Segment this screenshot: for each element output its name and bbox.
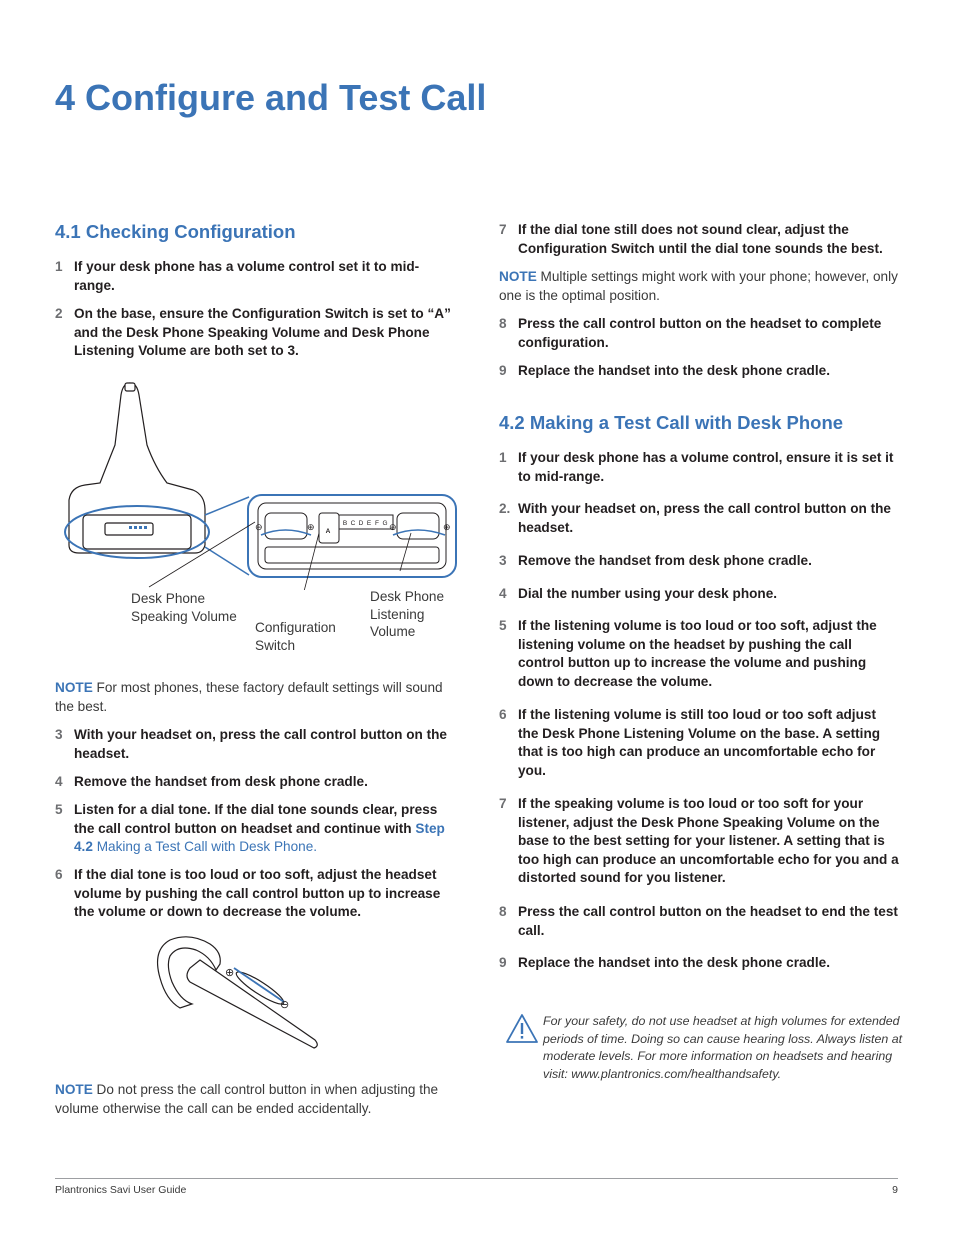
chapter-number: 4 (55, 77, 76, 118)
step-number: 4 (55, 774, 63, 789)
test-step-1 (499, 449, 899, 486)
step-number: 8 (499, 316, 507, 331)
label-line: Switch (255, 637, 296, 653)
test-step-4 (499, 585, 899, 604)
step-number: 7 (499, 796, 507, 811)
note-label: NOTE (499, 269, 537, 284)
step-number: 4 (499, 586, 507, 601)
step-text: With your headset on, press the call control button on the headset. (518, 501, 891, 535)
config-step-2 (55, 305, 455, 361)
config-step-8 (499, 315, 899, 352)
step-text: If your desk phone has a volume control set it to mid-range. (74, 259, 420, 293)
step-number: 5 (55, 802, 63, 817)
headset-figure (150, 930, 330, 1055)
config-step-5 (55, 801, 455, 857)
step-text (74, 801, 455, 857)
step-number: 6 (499, 707, 507, 722)
step-number: 6 (55, 867, 63, 882)
step-text: Dial the number using your desk phone. (518, 586, 778, 601)
svg-text:B: B (342, 520, 348, 527)
svg-text:⊕: ⊕ (443, 522, 451, 532)
step-number: 5 (499, 618, 507, 633)
section-heading-checking-configuration: 4.1 Checking Configuration (55, 221, 296, 242)
safety-warning-text: For your safety, do not use headset at high volumes for extended periods of time. Doing so can cause hearing loss. Always listen at moderate levels. For more information on headsets and hearing visit: www.plantronics.com/healthandsafety. (543, 1014, 903, 1081)
step-text: With your headset on, press the call control button on the headset. (74, 727, 447, 761)
step-text: If the dial tone is too loud or too soft, adjust the headset volume by pushing the call control button up to increase the volume or down to decrease the volume. (74, 867, 441, 920)
footer-guide-title: Plantronics Savi User Guide (55, 1184, 187, 1196)
note-call-control-warning (55, 1081, 455, 1118)
label-speaking-volume (131, 590, 237, 625)
step-number: 1 (499, 450, 507, 465)
step-text: Press the call control button on the headset to complete configuration. (518, 316, 882, 350)
step-text: If the listening volume is still too loud or too soft adjust the Desk Phone Listening Volume on the base. A setting that is too high can produce an uncomfortable echo for you. (518, 707, 881, 778)
label-line: Listening Volume (370, 606, 425, 639)
step-text: Remove the handset from desk phone cradle. (74, 774, 368, 789)
test-step-7 (499, 795, 899, 888)
step-number: 2 (55, 306, 63, 321)
config-step-6 (55, 866, 455, 922)
step-text: If the listening volume is too loud or too soft, adjust the listening volume on the headset by pushing the call control button up to increase the volume and pushing down to decrease the volume. (518, 618, 877, 689)
base-unit-figure (55, 375, 475, 590)
label-line: Desk Phone (131, 591, 206, 606)
step-text: Replace the handset into the desk phone cradle. (518, 363, 830, 378)
step-number: 7 (499, 222, 507, 237)
svg-text:E: E (366, 520, 372, 527)
test-step-6 (499, 706, 899, 780)
chapter-title (55, 72, 486, 124)
step-number: 8 (499, 904, 507, 919)
svg-text:⊖: ⊖ (255, 522, 263, 532)
step-number: 3 (499, 553, 507, 568)
step-text-main: Listen for a dial tone. If the dial tone sounds clear, press the call control button on headset and continue with (74, 802, 438, 836)
note-text: Do not press the call control button in when adjusting the volume otherwise the call can be ended accidentally. (55, 1082, 439, 1116)
step-text: On the base, ensure the Configuration Switch is set to “A” and the Desk Phone Speaking Volume and Desk Phone Listening Volume are both set to 3. (74, 306, 451, 359)
svg-text:⊕: ⊕ (225, 967, 235, 979)
note-label: NOTE (55, 1082, 93, 1097)
page-number: 9 (892, 1184, 898, 1196)
test-step-2 (499, 500, 899, 537)
step-text: Replace the handset into the desk phone cradle. (518, 955, 830, 970)
svg-text:A: A (325, 528, 331, 535)
step-number: 2. (499, 501, 511, 516)
note-label: NOTE (55, 680, 93, 695)
note-factory-defaults (55, 679, 455, 716)
section-heading-test-call: 4.2 Making a Test Call with Desk Phone (499, 412, 844, 433)
label-line: Configuration (255, 620, 336, 635)
config-step-9 (499, 362, 899, 381)
test-step-9 (499, 954, 899, 973)
svg-text:C: C (350, 520, 356, 527)
config-step-7 (499, 221, 899, 258)
step-link-text[interactable]: Making a Test Call with Desk Phone. (96, 839, 318, 855)
svg-text:F: F (375, 520, 379, 527)
step-text: Press the call control button on the headset to end the test call. (518, 904, 898, 938)
config-step-3 (55, 726, 455, 763)
config-step-1 (55, 258, 455, 295)
label-listening-volume (370, 588, 455, 641)
step-number: 1 (55, 259, 63, 274)
warning-icon (505, 1013, 539, 1045)
note-multiple-settings (499, 268, 899, 305)
step-link-ref[interactable]: Step 4.2 (74, 820, 445, 855)
step-text: If the dial tone still does not sound clear, adjust the Configuration Switch until the dial tone sounds the best. (518, 222, 883, 256)
chapter-title-text: Configure and Test Call (85, 77, 487, 118)
step-text: If your desk phone has a volume control, ensure it is set it to mid-range. (518, 450, 894, 484)
note-text: For most phones, these factory default settings will sound the best. (55, 680, 443, 714)
label-configuration-switch (255, 619, 336, 654)
step-number: 9 (499, 363, 507, 378)
svg-text:⊕: ⊕ (307, 522, 315, 532)
svg-text:D: D (358, 520, 364, 527)
label-line: Desk Phone (370, 589, 445, 604)
config-step-4 (55, 773, 455, 792)
step-text: Remove the handset from desk phone cradle. (518, 553, 812, 568)
test-step-8 (499, 903, 899, 940)
svg-text:⊖: ⊖ (389, 522, 397, 532)
test-step-5 (499, 617, 899, 691)
step-number: 9 (499, 955, 507, 970)
step-number: 3 (55, 727, 63, 742)
svg-text:⊖: ⊖ (280, 999, 290, 1011)
footer-divider (55, 1178, 898, 1179)
test-step-3 (499, 552, 899, 571)
note-text: Multiple settings might work with your phone; however, only one is the optimal position. (499, 269, 898, 303)
label-line: Speaking Volume (131, 608, 237, 624)
svg-text:G: G (382, 520, 388, 527)
step-text: If the speaking volume is too loud or too soft for your listener, adjust the Desk Phone Speaking Volume on the base to the best setting for your listener. A setting that is too high can produce an uncomfortable echo for you and a distorted sound for you listener. (518, 796, 899, 886)
